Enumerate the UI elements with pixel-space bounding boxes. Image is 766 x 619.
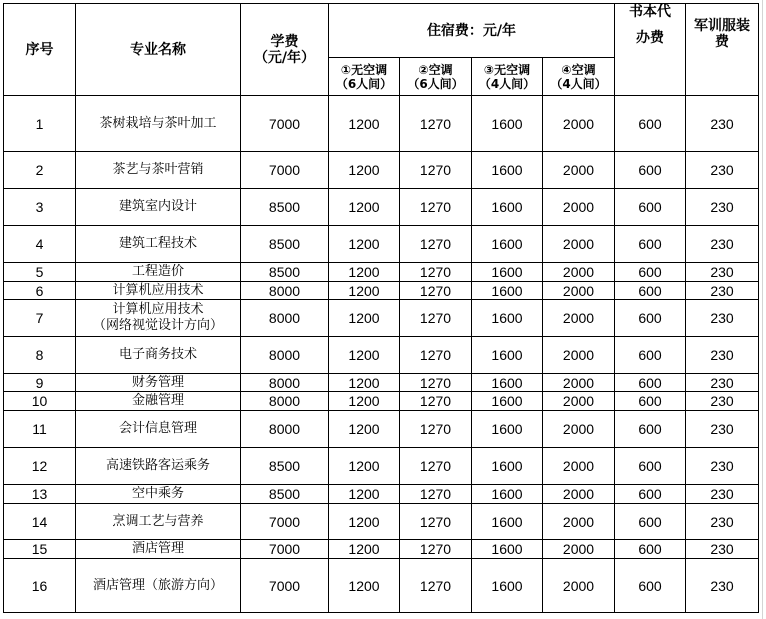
- fee-d1: 1200: [329, 540, 400, 559]
- header-index: 序号: [4, 4, 76, 96]
- row-index: 16: [4, 559, 76, 613]
- major-name-line: 高速铁路客运乘务: [105, 458, 210, 473]
- table-row: [4, 448, 759, 485]
- major-name-line: 电子商务技术: [118, 347, 197, 362]
- fee-d3: 1600: [472, 152, 543, 189]
- header-dorm-option-3: [472, 58, 543, 96]
- header-books-line1: 书本代: [629, 4, 671, 20]
- fee-books: 600: [615, 559, 686, 613]
- fee-d3: 1600: [472, 226, 543, 263]
- fee-books: 600: [615, 300, 686, 337]
- major-name-line: 烹调工艺与营养: [112, 513, 204, 529]
- major-name: [76, 226, 241, 263]
- major-name: [76, 337, 241, 374]
- fee-d2: 1270: [400, 374, 472, 392]
- major-name-line: 茶艺与茶叶营销: [112, 162, 204, 177]
- table-row: [4, 392, 759, 411]
- major-name: [76, 392, 241, 411]
- fee-uniform: 230: [686, 559, 759, 613]
- gridline-stub: [762, 0, 766, 619]
- fee-books: 600: [615, 189, 686, 226]
- fee-d4: 2000: [543, 189, 615, 226]
- fee-d3: 1600: [472, 263, 543, 282]
- fee-d1: 1200: [329, 263, 400, 282]
- fee-d1: 1200: [329, 374, 400, 392]
- fee-d3: 1600: [472, 96, 543, 152]
- fee-d2: 1270: [400, 337, 472, 374]
- major-name: [76, 282, 241, 300]
- fee-d1: 1200: [329, 189, 400, 226]
- fee-books: 600: [615, 263, 686, 282]
- row-index: 10: [4, 392, 76, 411]
- fee-d1: 1200: [329, 392, 400, 411]
- fee-d2: 1270: [400, 152, 472, 189]
- fee-books: 600: [615, 540, 686, 559]
- fee-d1: 1200: [329, 485, 400, 504]
- fee-table: [3, 3, 759, 613]
- major-name-line: 建筑工程技术: [118, 236, 197, 251]
- table-row: [4, 337, 759, 374]
- fee-tuition: 8500: [241, 448, 329, 485]
- row-index: 8: [4, 337, 76, 374]
- fee-tuition: 7000: [241, 540, 329, 559]
- fee-d3: 1600: [472, 300, 543, 337]
- header-uniform: [686, 4, 759, 96]
- fee-d2: 1270: [400, 559, 472, 613]
- row-index: 13: [4, 485, 76, 504]
- fee-d2: 1270: [400, 448, 472, 485]
- major-name-line: 建筑室内设计: [118, 199, 197, 214]
- table-row: [4, 96, 759, 152]
- fee-d3: 1600: [472, 448, 543, 485]
- fee-d2: 1270: [400, 411, 472, 448]
- fee-uniform: 230: [686, 189, 759, 226]
- row-index: 6: [4, 282, 76, 300]
- table-row: [4, 559, 759, 613]
- major-name: [76, 96, 241, 152]
- major-name: [76, 374, 241, 392]
- fee-books: 600: [615, 448, 686, 485]
- major-name: [76, 263, 241, 282]
- fee-d4: 2000: [543, 374, 615, 392]
- fee-d1: 1200: [329, 559, 400, 613]
- dorm-option-type: ①无空调: [340, 62, 388, 77]
- fee-tuition: 8500: [241, 226, 329, 263]
- fee-d1: 1200: [329, 337, 400, 374]
- major-name-line: 计算机应用技术: [112, 282, 204, 298]
- major-name: [76, 504, 241, 540]
- major-name-line: 茶树栽培与茶叶加工: [99, 115, 217, 131]
- fee-tuition: 7000: [241, 96, 329, 152]
- row-index: 14: [4, 504, 76, 540]
- fee-uniform: 230: [686, 540, 759, 559]
- row-index: 15: [4, 540, 76, 559]
- fee-d3: 1600: [472, 411, 543, 448]
- fee-books: 600: [615, 282, 686, 300]
- fee-d2: 1270: [400, 96, 472, 152]
- fee-uniform: 230: [686, 504, 759, 540]
- fee-d2: 1270: [400, 504, 472, 540]
- major-name: [76, 411, 241, 448]
- row-index: 9: [4, 374, 76, 392]
- fee-tuition: 8000: [241, 282, 329, 300]
- fee-d4: 2000: [543, 282, 615, 300]
- fee-uniform: 230: [686, 337, 759, 374]
- fee-tuition: 7000: [241, 559, 329, 613]
- row-index: 2: [4, 152, 76, 189]
- table-row: [4, 411, 759, 448]
- fee-books: 600: [615, 411, 686, 448]
- fee-uniform: 230: [686, 263, 759, 282]
- fee-uniform: 230: [686, 152, 759, 189]
- table-row: [4, 504, 759, 540]
- fee-d3: 1600: [472, 374, 543, 392]
- fee-tuition: 8500: [241, 263, 329, 282]
- table-body: [4, 4, 759, 613]
- header-tuition-line1: 学费: [270, 33, 299, 50]
- fee-d2: 1270: [400, 189, 472, 226]
- fee-d1: 1200: [329, 504, 400, 540]
- fee-tuition: 8500: [241, 189, 329, 226]
- fee-books: 600: [615, 374, 686, 392]
- fee-d3: 1600: [472, 504, 543, 540]
- major-name-line: 会计信息管理: [118, 421, 197, 436]
- fee-d1: 1200: [329, 411, 400, 448]
- fee-books: 600: [615, 485, 686, 504]
- dorm-option-type: ③无空调: [483, 62, 531, 77]
- fee-uniform: 230: [686, 485, 759, 504]
- table-row: [4, 374, 759, 392]
- dorm-option-size: （4人间）: [478, 76, 536, 91]
- table-row: [4, 540, 759, 559]
- fee-d3: 1600: [472, 282, 543, 300]
- major-name: [76, 485, 241, 504]
- header-major: 专业名称: [76, 4, 241, 96]
- row-index: 11: [4, 411, 76, 448]
- fee-d3: 1600: [472, 189, 543, 226]
- header-dorm-option-4: [543, 58, 615, 96]
- fee-d4: 2000: [543, 540, 615, 559]
- major-name: [76, 300, 241, 337]
- row-index: 4: [4, 226, 76, 263]
- dorm-option-size: （6人间）: [335, 76, 393, 91]
- fee-d3: 1600: [472, 392, 543, 411]
- header-uniform-line2: 费: [715, 34, 729, 50]
- fee-d2: 1270: [400, 300, 472, 337]
- fee-uniform: 230: [686, 392, 759, 411]
- fee-tuition: 8500: [241, 485, 329, 504]
- fee-d4: 2000: [543, 485, 615, 504]
- fee-uniform: 230: [686, 226, 759, 263]
- header-row: [4, 4, 759, 58]
- fee-d3: 1600: [472, 337, 543, 374]
- fee-d4: 2000: [543, 411, 615, 448]
- fee-books: 600: [615, 504, 686, 540]
- fee-d4: 2000: [543, 152, 615, 189]
- dorm-option-size: （6人间）: [407, 76, 464, 91]
- header-dorm-option-1: [329, 58, 400, 96]
- dorm-option-type: ④空调: [561, 62, 596, 77]
- fee-tuition: 7000: [241, 504, 329, 540]
- table-row: [4, 282, 759, 300]
- fee-d4: 2000: [543, 448, 615, 485]
- fee-d3: 1600: [472, 485, 543, 504]
- fee-d2: 1270: [400, 485, 472, 504]
- fee-d2: 1270: [400, 263, 472, 282]
- header-books: [615, 4, 686, 96]
- fee-d1: 1200: [329, 300, 400, 337]
- fee-d2: 1270: [400, 392, 472, 411]
- fee-uniform: 230: [686, 448, 759, 485]
- header-books-line2: 办费: [636, 30, 664, 46]
- dorm-option-size: （4人间）: [550, 76, 607, 91]
- row-index: 7: [4, 300, 76, 337]
- fee-d4: 2000: [543, 263, 615, 282]
- major-name: [76, 559, 241, 613]
- fee-d4: 2000: [543, 559, 615, 613]
- major-name-line: 计算机应用技术: [112, 302, 204, 317]
- header-tuition-line2: （元/年）: [253, 49, 316, 66]
- row-index: 12: [4, 448, 76, 485]
- major-name-line: 工程造价: [131, 264, 184, 279]
- fee-d4: 2000: [543, 504, 615, 540]
- fee-d3: 1600: [472, 559, 543, 613]
- fee-tuition: 7000: [241, 152, 329, 189]
- major-name-line: 酒店管理: [131, 541, 184, 556]
- fee-tuition: 8000: [241, 337, 329, 374]
- fee-d2: 1270: [400, 540, 472, 559]
- fee-d1: 1200: [329, 282, 400, 300]
- fee-uniform: 230: [686, 96, 759, 152]
- fee-d2: 1270: [400, 226, 472, 263]
- row-index: 3: [4, 189, 76, 226]
- fee-tuition: 8000: [241, 392, 329, 411]
- major-name-line: （网络视觉设计方向）: [92, 318, 223, 333]
- header-dorm: 住宿费：元/年: [329, 4, 615, 58]
- table-row: [4, 263, 759, 282]
- fee-d4: 2000: [543, 226, 615, 263]
- table-row: [4, 189, 759, 226]
- dorm-option-type: ②空调: [418, 62, 453, 77]
- fee-books: 600: [615, 226, 686, 263]
- table-row: [4, 226, 759, 263]
- fee-uniform: 230: [686, 374, 759, 392]
- row-index: 1: [4, 96, 76, 152]
- fee-tuition: 8000: [241, 374, 329, 392]
- table-row: [4, 485, 759, 504]
- major-name-line: 财务管理: [131, 374, 184, 390]
- fee-d4: 2000: [543, 96, 615, 152]
- table-row: [4, 152, 759, 189]
- fee-d1: 1200: [329, 448, 400, 485]
- fee-books: 600: [615, 337, 686, 374]
- header-tuition: [241, 4, 329, 96]
- fee-uniform: 230: [686, 300, 759, 337]
- fee-tuition: 8000: [241, 411, 329, 448]
- header-dorm-option-2: [400, 58, 472, 96]
- fee-d3: 1600: [472, 540, 543, 559]
- major-name-line: 酒店管理（旅游方向）: [92, 577, 223, 593]
- row-index: 5: [4, 263, 76, 282]
- fee-d4: 2000: [543, 337, 615, 374]
- major-name: [76, 540, 241, 559]
- fee-d1: 1200: [329, 226, 400, 263]
- fee-books: 600: [615, 96, 686, 152]
- fee-books: 600: [615, 152, 686, 189]
- fee-uniform: 230: [686, 411, 759, 448]
- fee-d4: 2000: [543, 392, 615, 411]
- fee-uniform: 230: [686, 282, 759, 300]
- fee-d4: 2000: [543, 300, 615, 337]
- fee-d2: 1270: [400, 282, 472, 300]
- major-name: [76, 152, 241, 189]
- table-row: [4, 300, 759, 337]
- fee-d1: 1200: [329, 96, 400, 152]
- fee-d1: 1200: [329, 152, 400, 189]
- major-name: [76, 448, 241, 485]
- header-uniform-line1: 军训服装: [694, 18, 750, 34]
- fee-books: 600: [615, 392, 686, 411]
- major-name-line: 空中乘务: [131, 486, 184, 501]
- major-name: [76, 189, 241, 226]
- fee-tuition: 8000: [241, 300, 329, 337]
- major-name-line: 金融管理: [131, 393, 184, 408]
